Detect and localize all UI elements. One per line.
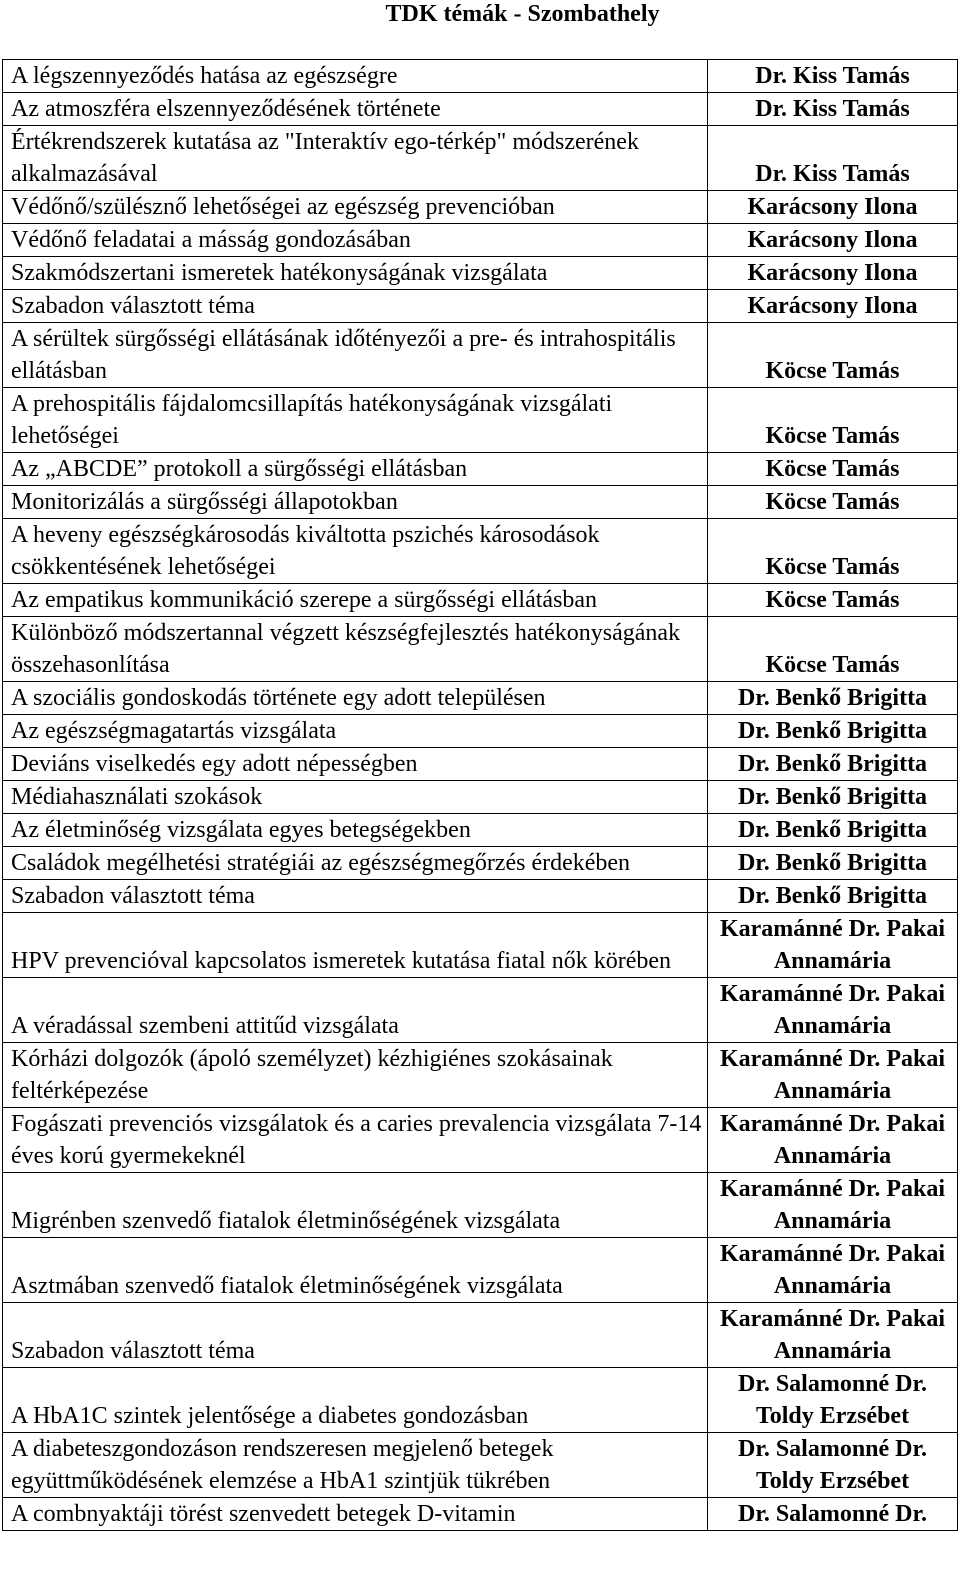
page-title: TDK témák - Szombathely [385, 1, 660, 27]
table-row [3, 1043, 958, 1108]
topic-cell: Monitorizálás a sürgősségi állapotokban [3, 486, 708, 519]
table-row [3, 519, 958, 584]
topic-cell: Védőnő/szülésznő lehetőségei az egészség prevencióban [3, 191, 708, 224]
supervisor-cell: Dr. Kiss Tamás [708, 126, 958, 191]
supervisor-cell: Karamánné Dr. Pakai Annamária [708, 1043, 958, 1108]
topic-cell: Asztmában szenvedő fiatalok életminőségének vizsgálata [3, 1238, 708, 1303]
table-row [3, 224, 958, 257]
supervisor-cell: Karamánné Dr. Pakai Annamária [708, 978, 958, 1043]
table-row [3, 191, 958, 224]
topic-cell: Értékrendszerek kutatása az "Interaktív ego-térkép" módszerének alkalmazásával [3, 126, 708, 191]
table-row [3, 1303, 958, 1368]
supervisor-cell: Dr. Benkő Brigitta [708, 847, 958, 880]
table-row [3, 453, 958, 486]
table-row [3, 617, 958, 682]
supervisor-cell: Karamánné Dr. Pakai Annamária [708, 1173, 958, 1238]
topics-table-body [3, 60, 958, 1531]
topic-cell: Fogászati prevenciós vizsgálatok és a caries prevalencia vizsgálata 7-14 éves korú gyermekeknél [3, 1108, 708, 1173]
table-row [3, 93, 958, 126]
supervisor-cell: Köcse Tamás [708, 584, 958, 617]
topic-cell: Kórházi dolgozók (ápoló személyzet) kézhigiénes szokásainak feltérképezése [3, 1043, 708, 1108]
table-row [3, 715, 958, 748]
topics-table [2, 59, 958, 1531]
topic-cell: Családok megélhetési stratégiái az egészségmegőrzés érdekében [3, 847, 708, 880]
topic-cell: Az atmoszféra elszennyeződésének története [3, 93, 708, 126]
table-row [3, 1108, 958, 1173]
supervisor-cell: Köcse Tamás [708, 388, 958, 453]
topic-cell: Az egészségmagatartás vizsgálata [3, 715, 708, 748]
topic-cell: A véradással szembeni attitűd vizsgálata [3, 978, 708, 1043]
topic-cell: A diabeteszgondozáson rendszeresen megjelenő betegek együttműködésének elemzése a HbA1 szintjük tükrében [3, 1433, 708, 1498]
supervisor-cell: Köcse Tamás [708, 323, 958, 388]
topic-cell: A HbA1C szintek jelentősége a diabetes gondozásban [3, 1368, 708, 1433]
topic-cell: Szakmódszertani ismeretek hatékonyságának vizsgálata [3, 257, 708, 290]
supervisor-cell: Köcse Tamás [708, 486, 958, 519]
supervisor-cell: Karamánné Dr. Pakai Annamária [708, 1238, 958, 1303]
topic-cell: A sérültek sürgősségi ellátásának időtényezői a pre- és intrahospitális ellátásban [3, 323, 708, 388]
table-row [3, 847, 958, 880]
topic-cell: HPV prevencióval kapcsolatos ismeretek kutatása fiatal nők körében [3, 913, 708, 978]
table-row [3, 913, 958, 978]
table-row [3, 290, 958, 323]
topic-cell: Szabadon választott téma [3, 290, 708, 323]
topic-cell: Deviáns viselkedés egy adott népességben [3, 748, 708, 781]
supervisor-cell: Dr. Benkő Brigitta [708, 781, 958, 814]
topic-cell: Különböző módszertannal végzett készségfejlesztés hatékonyságának összehasonlítása [3, 617, 708, 682]
table-row [3, 257, 958, 290]
table-row [3, 1498, 958, 1531]
supervisor-cell: Dr. Benkő Brigitta [708, 880, 958, 913]
topic-cell: A szociális gondoskodás története egy adott településen [3, 682, 708, 715]
supervisor-cell: Dr. Salamonné Dr. Toldy Erzsébet [708, 1368, 958, 1433]
topic-cell: A prehospitális fájdalomcsillapítás hatékonyságának vizsgálati lehetőségei [3, 388, 708, 453]
supervisor-cell: Karamánné Dr. Pakai Annamária [708, 1303, 958, 1368]
topic-cell: Szabadon választott téma [3, 1303, 708, 1368]
topic-cell: Az „ABCDE” protokoll a sürgősségi ellátásban [3, 453, 708, 486]
topic-cell: Védőnő feladatai a másság gondozásában [3, 224, 708, 257]
topic-cell: A combnyaktáji törést szenvedett betegek D-vitamin [3, 1498, 708, 1531]
table-row [3, 1173, 958, 1238]
topic-cell: Az empatikus kommunikáció szerepe a sürgősségi ellátásban [3, 584, 708, 617]
supervisor-cell: Karácsony Ilona [708, 224, 958, 257]
supervisor-cell: Dr. Benkő Brigitta [708, 715, 958, 748]
table-row [3, 388, 958, 453]
table-row [3, 880, 958, 913]
supervisor-cell: Dr. Kiss Tamás [708, 93, 958, 126]
table-row [3, 978, 958, 1043]
topic-cell: Migrénben szenvedő fiatalok életminőségének vizsgálata [3, 1173, 708, 1238]
table-row [3, 486, 958, 519]
supervisor-cell: Köcse Tamás [708, 617, 958, 682]
supervisor-cell: Dr. Salamonné Dr. [708, 1498, 958, 1531]
table-row [3, 1433, 958, 1498]
table-row [3, 584, 958, 617]
supervisor-cell: Dr. Benkő Brigitta [708, 748, 958, 781]
topic-cell: Az életminőség vizsgálata egyes betegségekben [3, 814, 708, 847]
supervisor-cell: Dr. Benkő Brigitta [708, 814, 958, 847]
topic-cell: A heveny egészségkárosodás kiváltotta pszichés károsodások csökkentésének lehetőségei [3, 519, 708, 584]
topic-cell: Szabadon választott téma [3, 880, 708, 913]
supervisor-cell: Karamánné Dr. Pakai Annamária [708, 913, 958, 978]
supervisor-cell: Köcse Tamás [708, 519, 958, 584]
supervisor-cell: Karácsony Ilona [708, 257, 958, 290]
supervisor-cell: Dr. Kiss Tamás [708, 60, 958, 93]
supervisor-cell: Karácsony Ilona [708, 191, 958, 224]
supervisor-cell: Karamánné Dr. Pakai Annamária [708, 1108, 958, 1173]
table-row [3, 1368, 958, 1433]
table-row [3, 682, 958, 715]
topic-cell: A légszennyeződés hatása az egészségre [3, 60, 708, 93]
table-row [3, 748, 958, 781]
table-row [3, 323, 958, 388]
supervisor-cell: Köcse Tamás [708, 453, 958, 486]
table-row [3, 60, 958, 93]
supervisor-cell: Dr. Benkő Brigitta [708, 682, 958, 715]
supervisor-cell: Dr. Salamonné Dr. Toldy Erzsébet [708, 1433, 958, 1498]
table-row [3, 781, 958, 814]
supervisor-cell: Karácsony Ilona [708, 290, 958, 323]
table-row [3, 126, 958, 191]
table-row [3, 814, 958, 847]
table-row [3, 1238, 958, 1303]
topic-cell: Médiahasználati szokások [3, 781, 708, 814]
